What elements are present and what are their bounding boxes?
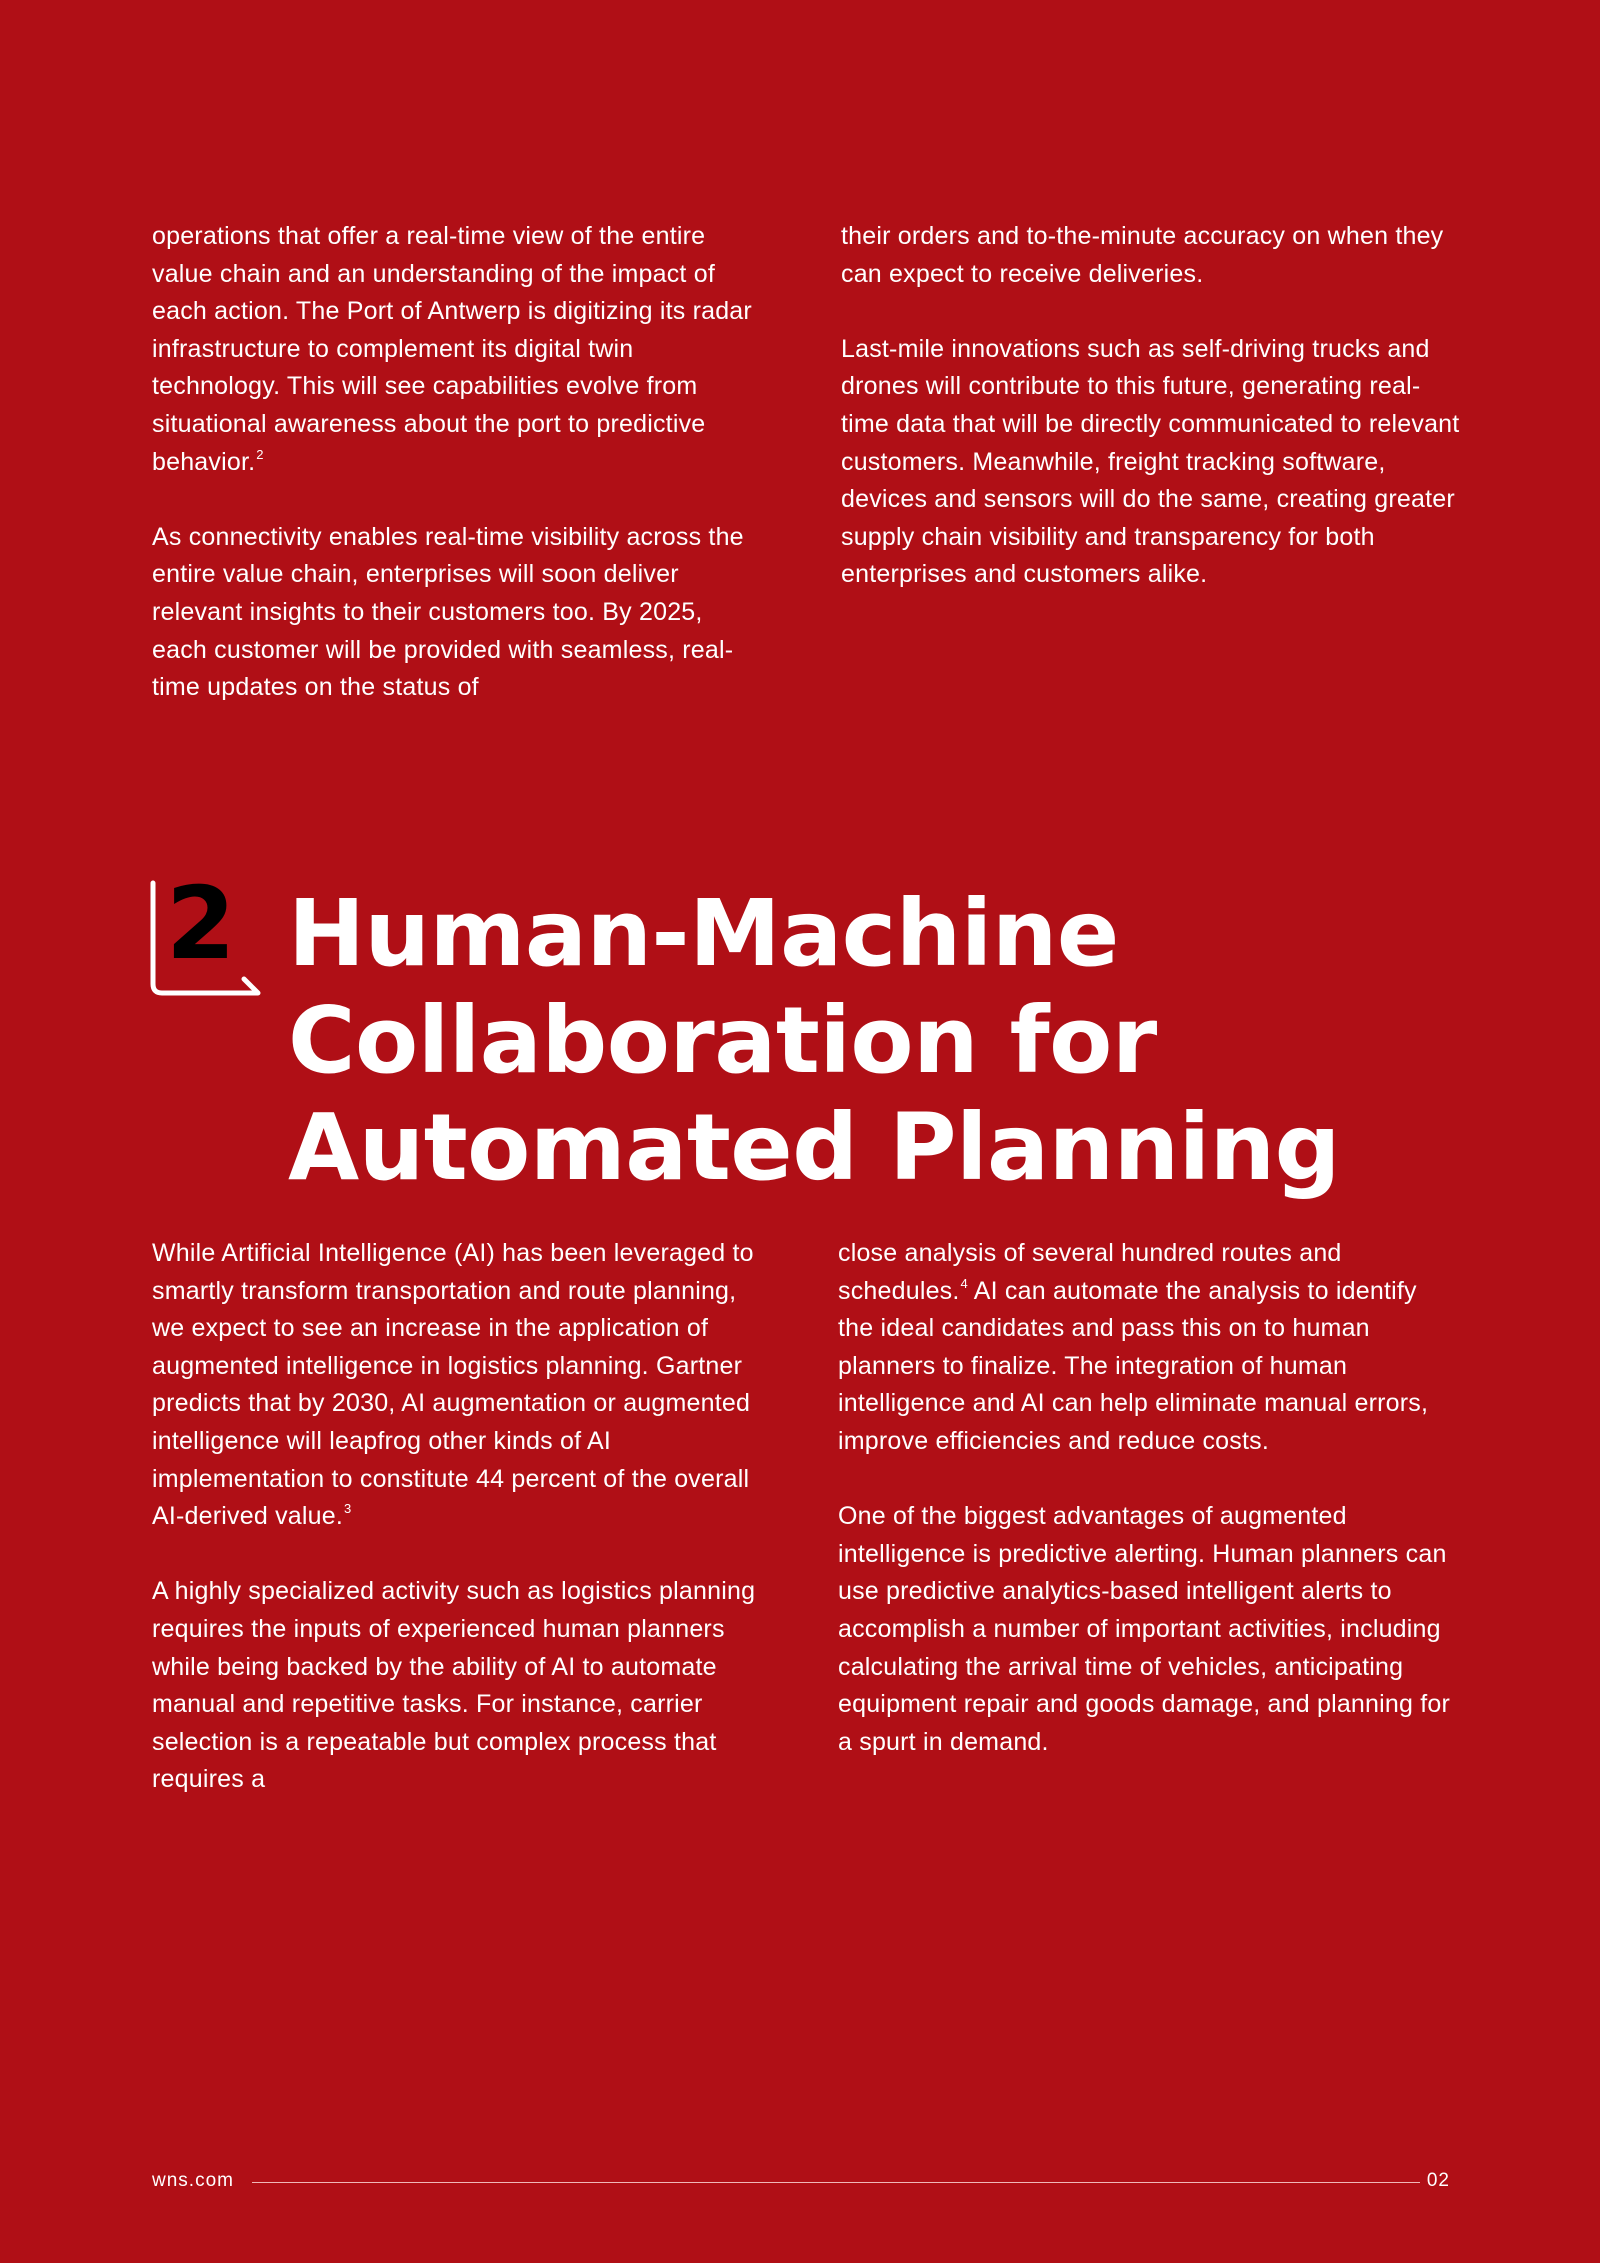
paragraph: Last-mile innovations such as self-driving trucks and drones will contribute to this future, generating real-time data that will be directly communicated to relevant customers. Meanwhile, freight tracking software, devices and sensors will do the same, creating greater supply chain visibility and transparency for both enterprises and customers alike. — [841, 334, 1460, 589]
bottom-left-column — [152, 1235, 762, 1799]
paragraph: While Artificial Intelligence (AI) has been leveraged to smartly transform transportation and route planning, we expect to see an increase in the application of augmented intelligence in logistics planning. Gartner predicts that by 2030, AI augmentation or augmented intelligence will leapfrog other kinds of AI implementation to constitute 44 percent of the overall AI-derived value.$^3$ — [152, 1239, 754, 1531]
paragraph: their orders and to-the-minute accuracy on when they can expect to receive deliveries. — [841, 222, 1444, 288]
section-title-line: Automated Planning — [288, 1094, 1341, 1201]
paragraph: operations that offer a real-time view of the entire value chain and an understanding of the impact of each action. The Port of Antwerp is digitizing its radar infrastructure to complement its digital twin technology. This will see capabilities evolve from situational awareness about the port to predictive behavior.$^2$ — [152, 222, 752, 476]
section-title-line: Human-Machine — [288, 880, 1119, 987]
page-number: 02 — [1426, 2170, 1450, 2191]
section-number-badge — [150, 865, 262, 996]
paragraph: One of the biggest advantages of augmented intelligence is predictive alerting. Human planners can use predictive analytics-based intelligent alerts to accomplish a number of important activities, including calculating the arrival time of vehicles, anticipating equipment repair and goods damage, and planning for a spurt in demand. — [838, 1502, 1451, 1756]
footer-site-link[interactable]: wns.com — [152, 2170, 234, 2191]
top-right-column — [841, 218, 1461, 594]
footnote-ref: 4 — [960, 1275, 968, 1291]
paragraph: A highly specialized activity such as logistics planning requires the inputs of experienced human planners while being backed by the ability of AI to automate manual and repetitive tasks. For instance, carrier selection is a repeatable but complex process that requires a — [152, 1577, 756, 1794]
footnote-ref: 3 — [344, 1501, 352, 1517]
top-left-column — [152, 218, 762, 707]
section-heading — [150, 865, 1470, 1210]
paragraph: As connectivity enables real-time visibility across the entire value chain, enterprises will soon deliver relevant insights to their customers too. By 2025, each customer will be provided with seamless, real-time updates on the status of — [152, 522, 744, 702]
section-title — [288, 880, 1340, 1201]
footnote-ref: 2 — [256, 446, 264, 462]
bottom-right-column — [838, 1235, 1458, 1761]
section-number: 2 — [166, 865, 236, 982]
footer-divider — [252, 2182, 1420, 2183]
page-footer — [152, 2168, 1450, 2198]
paragraph: close analysis of several hundred routes and schedules.$^4$ AI can automate the analysis to identify the ideal candidates and pass this on to human planners to finalize. The integration of human intelligence and AI can help eliminate manual errors, improve efficiencies and reduce costs. — [838, 1239, 1429, 1455]
section-title-line: Collaboration for — [288, 987, 1157, 1094]
